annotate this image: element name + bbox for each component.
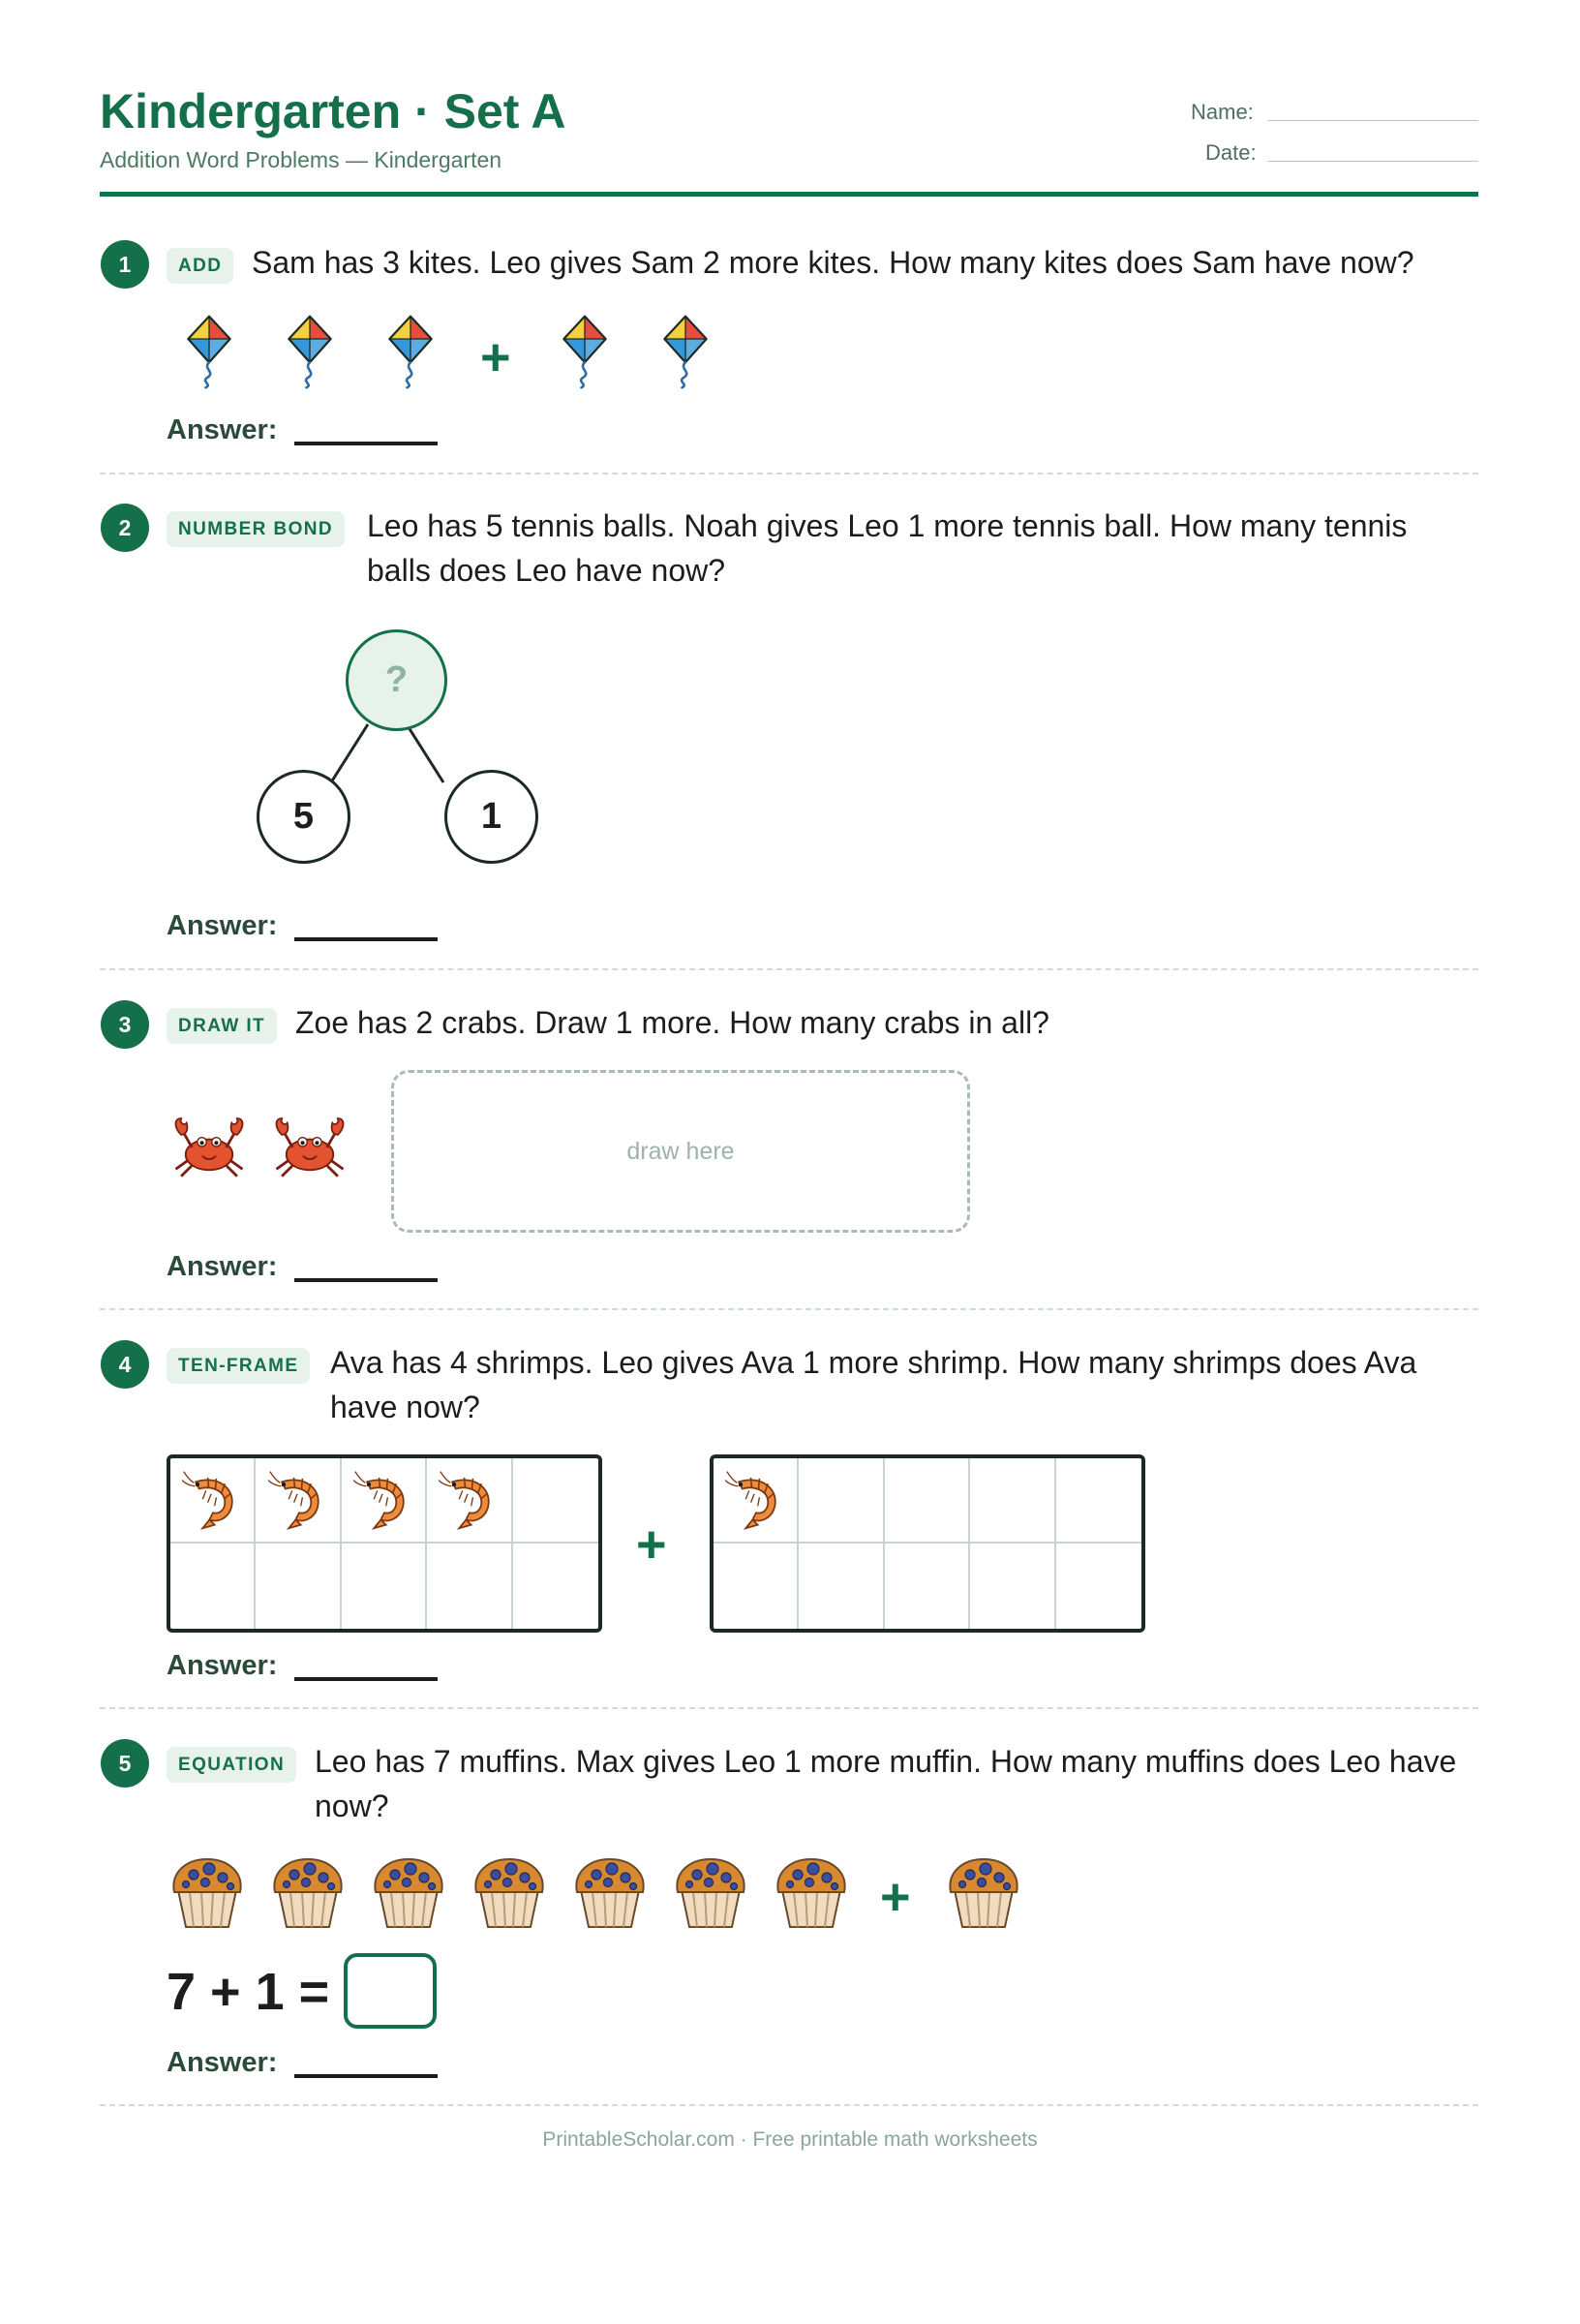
kite-icon bbox=[560, 312, 610, 396]
name-label: Name: bbox=[1191, 100, 1254, 124]
ten-frame-cell bbox=[970, 1458, 1055, 1544]
page-subtitle: Addition Word Problems — Kindergarten bbox=[100, 147, 502, 172]
ten-frame-cell bbox=[256, 1544, 341, 1629]
answer-label: Answer: bbox=[167, 2047, 278, 2078]
ten-frame-cell bbox=[342, 1458, 427, 1544]
header-rule bbox=[100, 192, 1478, 197]
date-label: Date: bbox=[1205, 140, 1257, 165]
ten-frame-cell bbox=[714, 1544, 799, 1629]
muffin-icon bbox=[773, 1851, 850, 1934]
problem-tag: NUMBER BOND bbox=[167, 511, 345, 547]
answer-label: Answer: bbox=[167, 910, 278, 941]
shrimp-icon bbox=[353, 1470, 413, 1530]
problem-text: Zoe has 2 crabs. Draw 1 more. How many crabs in all? bbox=[295, 1005, 1049, 1040]
ten-frame-cell bbox=[885, 1544, 970, 1629]
bond-part-right: 1 bbox=[444, 770, 538, 864]
ten-frame-cell bbox=[714, 1458, 799, 1544]
answer-field[interactable] bbox=[294, 937, 438, 941]
kite-icon bbox=[660, 312, 711, 396]
date-field[interactable] bbox=[1267, 161, 1478, 162]
problem-number: 4 bbox=[101, 1340, 149, 1389]
plus-sign: + bbox=[636, 1515, 667, 1574]
ten-frame-cell bbox=[885, 1458, 970, 1544]
page-title: Kindergarten · Set A bbox=[100, 84, 566, 138]
problem-number: 3 bbox=[101, 1000, 149, 1049]
ten-frame-cell bbox=[170, 1544, 256, 1629]
bond-part-left: 5 bbox=[257, 770, 350, 864]
kite-icon bbox=[285, 312, 335, 396]
muffin-icon bbox=[945, 1851, 1022, 1934]
equation-text: 7 + 1 = bbox=[167, 1963, 330, 2021]
divider bbox=[100, 1308, 1478, 1310]
problem-number: 2 bbox=[101, 504, 149, 552]
ten-frame-cell bbox=[799, 1458, 884, 1544]
ten-frame-cell bbox=[170, 1458, 256, 1544]
ten-frame bbox=[167, 1454, 602, 1633]
answer-label: Answer: bbox=[167, 1650, 278, 1681]
answer-field[interactable] bbox=[294, 442, 438, 445]
footer-text: PrintableScholar.com · Free printable math worksheets bbox=[542, 2128, 1038, 2151]
ten-frame-cell bbox=[513, 1458, 598, 1544]
problem-tag: EQUATION bbox=[167, 1747, 296, 1783]
ten-frame-cell bbox=[427, 1458, 512, 1544]
shrimp-icon bbox=[725, 1470, 785, 1530]
answer-field[interactable] bbox=[294, 2074, 438, 2078]
answer-label: Answer: bbox=[167, 1251, 278, 1282]
kite-icon bbox=[184, 312, 234, 396]
problem-tag: ADD bbox=[167, 248, 233, 284]
ten-frame-cell bbox=[799, 1544, 884, 1629]
crab-icon bbox=[168, 1114, 250, 1184]
problem-text: Ava has 4 shrimps. Leo gives Ava 1 more shrimp. How many shrimps does Ava have now? bbox=[330, 1345, 1417, 1424]
muffin-icon bbox=[370, 1851, 447, 1934]
divider bbox=[100, 968, 1478, 970]
plus-sign: + bbox=[480, 328, 511, 386]
problem-number: 5 bbox=[101, 1739, 149, 1788]
ten-frame-cell bbox=[1056, 1458, 1141, 1544]
ten-frame-cell bbox=[513, 1544, 598, 1629]
ten-frame-cell bbox=[1056, 1544, 1141, 1629]
divider bbox=[100, 473, 1478, 474]
crab-icon bbox=[269, 1114, 350, 1184]
name-field[interactable] bbox=[1267, 120, 1478, 121]
drawing-area[interactable]: draw here bbox=[391, 1070, 970, 1233]
problem-tag: DRAW IT bbox=[167, 1008, 277, 1044]
muffin-icon bbox=[672, 1851, 749, 1934]
divider bbox=[100, 2104, 1478, 2106]
muffin-icon bbox=[571, 1851, 649, 1934]
muffin-icon bbox=[471, 1851, 548, 1934]
problem-text: Leo has 5 tennis balls. Noah gives Leo 1 more tennis ball. How many tennis balls does Leo have now? bbox=[367, 508, 1408, 588]
shrimp-icon bbox=[439, 1470, 499, 1530]
answer-label: Answer: bbox=[167, 414, 278, 445]
ten-frame-cell bbox=[427, 1544, 512, 1629]
muffin-icon bbox=[168, 1851, 246, 1934]
problem-number: 1 bbox=[101, 240, 149, 289]
problem-text: Sam has 3 kites. Leo gives Sam 2 more kites. How many kites does Sam have now? bbox=[252, 245, 1414, 280]
shrimp-icon bbox=[182, 1470, 242, 1530]
ten-frame bbox=[710, 1454, 1145, 1633]
ten-frame-cell bbox=[256, 1458, 341, 1544]
kite-icon bbox=[385, 312, 436, 396]
ten-frame-cell bbox=[342, 1544, 427, 1629]
answer-field[interactable] bbox=[294, 1278, 438, 1282]
bond-whole-circle: ? bbox=[346, 629, 447, 731]
plus-sign: + bbox=[880, 1868, 911, 1926]
muffin-icon bbox=[269, 1851, 347, 1934]
divider bbox=[100, 1707, 1478, 1709]
ten-frame-cell bbox=[970, 1544, 1055, 1629]
answer-field[interactable] bbox=[294, 1677, 438, 1681]
equation-answer-box[interactable] bbox=[344, 1953, 437, 2029]
shrimp-icon bbox=[268, 1470, 328, 1530]
problem-text: Leo has 7 muffins. Max gives Leo 1 more muffin. How many muffins does Leo have now? bbox=[315, 1744, 1457, 1823]
problem-tag: TEN-FRAME bbox=[167, 1348, 310, 1384]
